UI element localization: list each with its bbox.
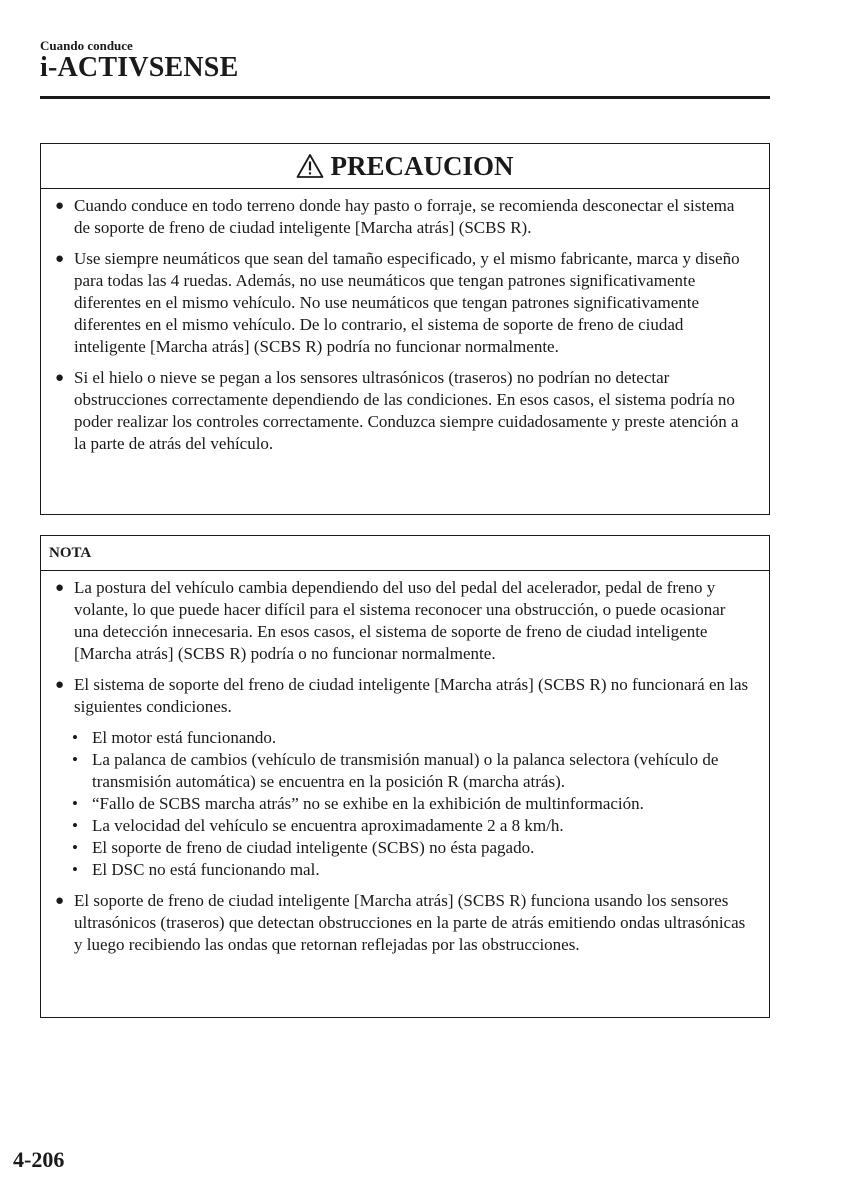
caution-header bbox=[41, 144, 769, 189]
sub-bullet-icon: • bbox=[72, 750, 78, 769]
nota-box bbox=[40, 535, 770, 1018]
header-rule bbox=[40, 96, 770, 99]
caution-item-text: Use siempre neumáticos que sean del tamaño especificado, y el mismo fabricante, marca y diseño para todas las 4 ruedas. Además, no use neumáticos que tengan patrones significativamente diferentes en el mismo vehículo. No use neumáticos que tengan patrones significativamente diferentes en el mismo vehículo. De lo contrario, el sistema de soporte de freno de ciudad inteligente [Marcha atrás] (SCBS R) podría no funcionar normalmente. bbox=[74, 249, 740, 356]
section-title: i-ACTIVSENSE bbox=[40, 52, 239, 83]
sub-bullet-icon: • bbox=[72, 860, 78, 879]
caution-box bbox=[40, 143, 770, 515]
warning-triangle-icon bbox=[296, 153, 324, 179]
sub-bullet-icon: • bbox=[72, 838, 78, 857]
nota-item bbox=[53, 674, 753, 718]
nota-item-text: El sistema de soporte del freno de ciudad inteligente [Marcha atrás] (SCBS R) no funcionará en las siguientes condiciones. bbox=[74, 675, 749, 716]
sub-bullet-icon: • bbox=[72, 816, 78, 835]
running-head: Cuando conduce bbox=[40, 38, 133, 53]
caution-item bbox=[53, 195, 753, 239]
bullet-icon: ● bbox=[55, 677, 65, 693]
nota-item-text: La postura del vehículo cambia dependiendo del uso del pedal del acelerador, pedal de freno y volante, lo que puede hacer difícil para el sistema reconocer una obstrucción, o puede ocasionar una detección innecesaria. En esos casos, el sistema de soporte de freno de ciudad inteligente [Marcha atrás] (SCBS R) podría o no funcionar normalmente. bbox=[74, 578, 726, 663]
condition-text: El DSC no está funcionando mal. bbox=[92, 860, 320, 879]
caution-item bbox=[53, 248, 753, 358]
condition-item bbox=[72, 749, 753, 793]
caution-item-text: Si el hielo o nieve se pegan a los sensores ultrasónicos (traseros) no podrían no detectar obstrucciones correctamente dependiendo de las condiciones. En esos casos, el sistema podría no poder realizar los controles correctamente. Conduzca siempre cuidadosamente y preste atención a la parte de atrás del vehículo. bbox=[74, 368, 739, 453]
caution-item bbox=[53, 367, 753, 455]
condition-item bbox=[72, 727, 753, 749]
page-number: 4-206 bbox=[13, 1147, 65, 1172]
nota-item bbox=[53, 890, 753, 956]
nota-item bbox=[53, 577, 753, 665]
condition-text: El motor está funcionando. bbox=[92, 728, 277, 747]
nota-body bbox=[41, 571, 769, 956]
condition-text: La velocidad del vehículo se encuentra aproximadamente 2 a 8 km/h. bbox=[92, 816, 564, 835]
condition-text: La palanca de cambios (vehículo de transmisión manual) o la palanca selectora (vehículo de transmisión automática) se encuentra en la posición R (marcha atrás). bbox=[92, 750, 719, 791]
conditions-list bbox=[72, 727, 753, 881]
condition-item bbox=[72, 837, 753, 859]
bullet-icon: ● bbox=[55, 370, 65, 386]
bullet-icon: ● bbox=[55, 251, 65, 267]
condition-text: “Fallo de SCBS marcha atrás” no se exhibe en la exhibición de multinformación. bbox=[92, 794, 644, 813]
sub-bullet-icon: • bbox=[72, 794, 78, 813]
bullet-icon: ● bbox=[55, 893, 65, 909]
condition-text: El soporte de freno de ciudad inteligente (SCBS) no ésta pagado. bbox=[92, 838, 535, 857]
nota-item-text: El soporte de freno de ciudad inteligente [Marcha atrás] (SCBS R) funciona usando los sensores ultrasónicos (traseros) que detectan obstrucciones en la parte de atrás emitiendo ondas ultrasónicas y luego recibiendo las ondas que retornan reflejadas por las obstrucciones. bbox=[74, 891, 746, 954]
bullet-icon: ● bbox=[55, 580, 65, 596]
nota-title: NOTA bbox=[41, 536, 769, 571]
condition-item bbox=[72, 815, 753, 837]
caution-item-text: Cuando conduce en todo terreno donde hay pasto o forraje, se recomienda desconectar el sistema de soporte de freno de ciudad inteligente [Marcha atrás] (SCBS R). bbox=[74, 196, 735, 237]
caution-title: PRECAUCION bbox=[330, 150, 514, 181]
condition-item bbox=[72, 793, 753, 815]
caution-body bbox=[41, 189, 769, 455]
sub-bullet-icon: • bbox=[72, 728, 78, 747]
bullet-icon: ● bbox=[55, 198, 65, 214]
condition-item bbox=[72, 859, 753, 881]
